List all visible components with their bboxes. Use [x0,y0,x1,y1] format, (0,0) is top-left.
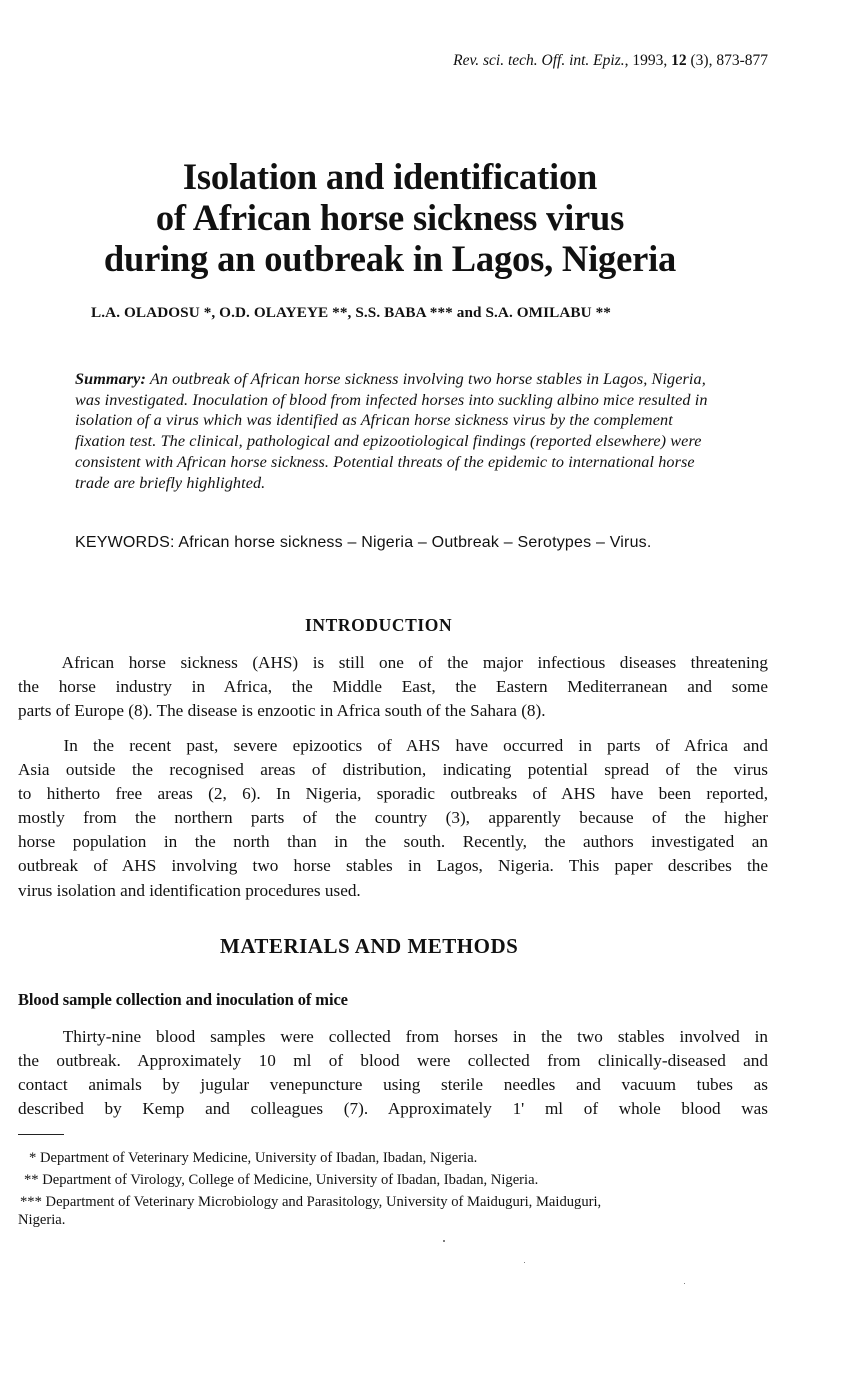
scan-speck [524,1262,525,1263]
subsection-heading: Blood sample collection and inoculation of mice [18,990,348,1009]
footnote-rule [18,1134,64,1135]
text-line: African horse sickness (AHS) is still one of the major infectious diseases threatening [18,653,768,672]
methods-paragraph-1 [18,1025,768,1121]
footnote: * Department of Veterinary Medicine, University of Ibadan, Ibadan, Nigeria. [29,1150,478,1166]
summary-label: Summary: [75,370,146,388]
journal-citation [453,52,768,70]
footnotes [18,1147,768,1231]
text-line: the outbreak. Approximately 10 ml of blood were collected from clinically-diseased and [18,1051,768,1071]
title-line: of African horse sickness virus [155,197,625,238]
journal-year: , 1993, [624,52,672,69]
text-line: described by Kemp and colleagues (7). Approximately 1' ml of whole blood was [18,1099,768,1119]
summary [75,369,715,493]
summary-text: An outbreak of African horse sickness involving two horse stables in Lagos, Nigeria, was investigated. Inoculation of blood from infected horses into suckling albino mice resulted in isolation of a virus which was identified as African horse sickness virus by the complement fixation test. The clinical, pathological and epizootiological findings (reported elsewhere) were consistent with African horse sickness. Potential threats of the epidemic to international horse trade are briefly highlighted. [75,370,708,492]
footnote: ** Department of Virology, College of Medicine, University of Ibadan, Ibadan, Nigeria. [24,1172,539,1188]
text-line: virus isolation and identification procedures used. [18,880,361,900]
scan-speck [443,1240,445,1242]
title-line: during an outbreak in Lagos, Nigeria [103,238,677,279]
journal-volume: 12 [671,52,687,69]
title-line: Isolation and identification [182,156,598,197]
text-line: to hitherto free areas (2, 6). In Nigeria, sporadic outbreaks of AHS have been reported, [18,784,768,804]
text-line: Asia outside the recognised areas of distribution, indicating potential spread of the virus [18,760,768,780]
section-heading-introduction: INTRODUCTION [305,615,453,635]
text-line: contact animals by jugular venepuncture using sterile needles and vacuum tubes as [18,1075,768,1095]
article-title [60,156,720,279]
scan-speck [684,1283,685,1284]
footnote: *** Department of Veterinary Microbiology and Parasitology, University of Maiduguri, Maiduguri, [20,1194,602,1210]
section-heading-methods: MATERIALS AND METHODS [220,934,519,958]
author-list: L.A. OLADOSU *, O.D. OLAYEYE **, S.S. BABA *** and S.A. OMILABU ** [91,304,611,321]
text-line: In the recent past, severe epizootics of AHS have occurred in parts of Africa and [18,736,768,755]
text-line: mostly from the northern parts of the country (3), apparently because of the higher [18,808,768,828]
text-line: the horse industry in Africa, the Middle East, the Eastern Mediterranean and some [18,677,768,697]
journal-name: Rev. sci. tech. Off. int. Epiz. [453,52,625,69]
text-line: outbreak of AHS involving two horse stables in Lagos, Nigeria. This paper describes the [18,856,768,876]
footnote: Nigeria. [18,1212,66,1228]
text-line: parts of Europe (8). The disease is enzootic in Africa south of the Sahara (8). [18,701,546,721]
introduction-paragraph-1 [18,651,768,723]
introduction-paragraph-2 [18,734,768,903]
journal-issue-pages: (3), 873-877 [686,52,768,69]
text-line: horse population in the north than in the south. Recently, the authors investigated an [18,832,768,852]
text-line: Thirty-nine blood samples were collected from horses in the two stables involved in [18,1027,768,1046]
keywords: KEYWORDS: African horse sickness – Nigeria – Outbreak – Serotypes – Virus. [75,534,652,551]
